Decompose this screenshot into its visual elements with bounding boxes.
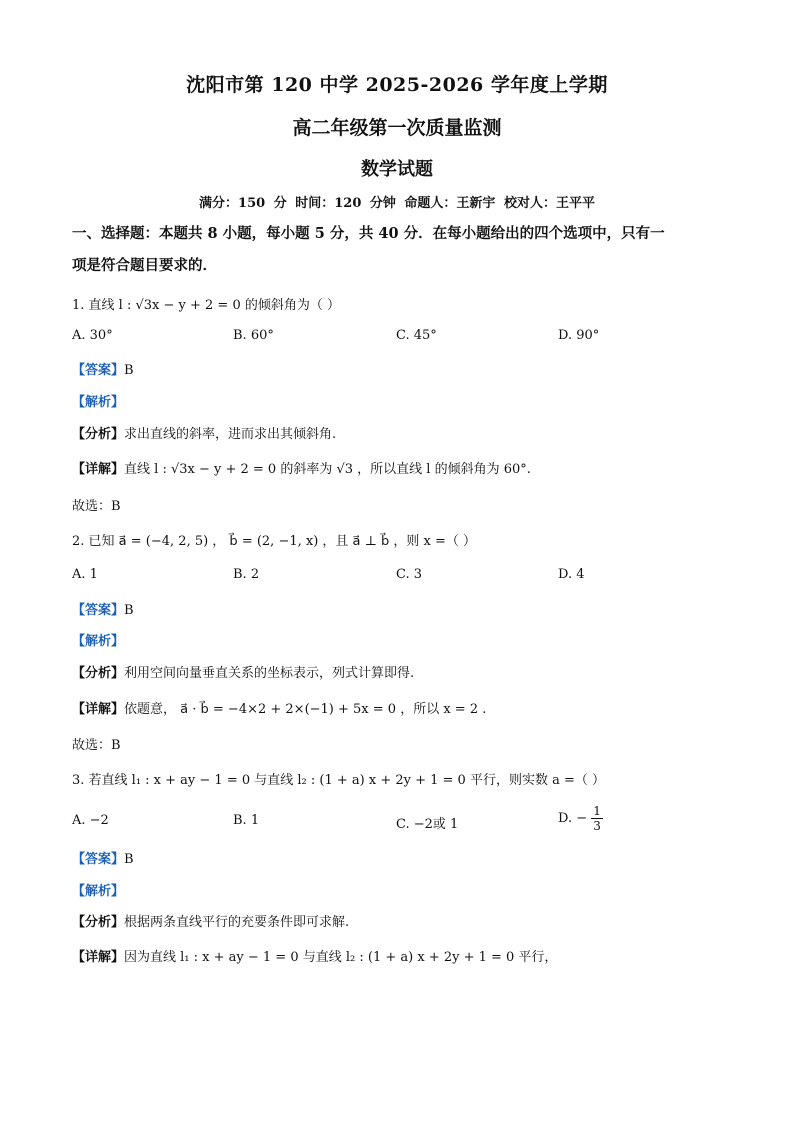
q2-option-d: D. 4 <box>558 567 585 582</box>
answer-tag: 【答案】 <box>72 852 125 867</box>
q1-answer-value: B <box>124 363 134 378</box>
q2-answer <box>72 599 732 618</box>
q1-fenxi-text: 求出直线的斜率，进而求出其倾斜角. <box>124 427 337 442</box>
fraction-denominator: 3 <box>593 819 601 833</box>
q1-option-b: B. 60° <box>233 328 274 343</box>
xiangjie-tag: 【详解】 <box>72 702 125 717</box>
exam-title-grade: 高二年级第一次质量监测 <box>292 117 502 139</box>
q2-stem: 2. 已知 a⃗ = (−4, 2, 5) ， b⃗ = (2, −1, x) ，且 a⃗ ⊥ b⃗ ，则 x =（ ） <box>72 534 477 549</box>
fenxi-tag: 【分析】 <box>72 666 125 681</box>
q3-option-b: B. 1 <box>233 813 260 828</box>
exam-title-school: 沈阳市第 120 中学 2025-2026 学年度上学期 <box>186 74 608 96</box>
q2-option-b: B. 2 <box>233 567 260 582</box>
q3-stem: 3. 若直线 l₁ : x + ay − 1 = 0 与直线 l₂ : (1 + a) x + 2y + 1 = 0 平行，则实数 a =（ ） <box>72 773 605 788</box>
analysis-tag: 【解析】 <box>72 634 125 649</box>
q2-option-a: A. 1 <box>72 567 98 582</box>
q1-xiangjie <box>72 458 732 477</box>
q2-xiangjie <box>72 698 732 717</box>
q3-option-a: A. −2 <box>72 813 109 828</box>
q1-choose-value: B <box>111 499 121 514</box>
analysis-tag: 【解析】 <box>72 884 125 899</box>
fenxi-tag: 【分析】 <box>72 427 125 442</box>
q3-option-d-label: D. − <box>558 811 588 826</box>
q3-analysis-tag <box>72 880 732 899</box>
q3-answer-value: B <box>124 852 134 867</box>
q3-fenxi <box>72 911 732 930</box>
q3-xiangjie-text: 因为直线 l₁ : x + ay − 1 = 0 与直线 l₂ : (1 + a) x + 2y + 1 = 0 平行， <box>124 950 558 965</box>
q2-answer-value: B <box>124 603 134 618</box>
q2-xiangjie-text: 依题意， a⃗ · b⃗ = −4×2 + 2×(−1) + 5x = 0 ，所以 x = 2 . <box>124 702 487 717</box>
q1-option-a: A. 30° <box>72 328 113 343</box>
q1-option-c: C. 45° <box>396 328 437 343</box>
q3-xiangjie <box>72 946 732 965</box>
answer-tag: 【答案】 <box>72 363 125 378</box>
section-instructions-line2: 项是符合题目要求的． <box>72 257 217 274</box>
fenxi-tag: 【分析】 <box>72 915 125 930</box>
q3-fenxi-text: 根据两条直线平行的充要条件即可求解. <box>124 915 350 930</box>
q2-analysis-tag <box>72 630 732 649</box>
q2-choose <box>72 734 732 753</box>
q2-choose-value: B <box>111 738 121 753</box>
answer-tag: 【答案】 <box>72 603 125 618</box>
fraction-numerator: 1 <box>593 804 601 818</box>
q1-analysis-tag <box>72 391 732 410</box>
analysis-tag: 【解析】 <box>72 395 125 410</box>
q1-stem: 1. 直线 l : √3x − y + 2 = 0 的倾斜角为（ ） <box>72 298 340 313</box>
section-instructions-line1: 一、选择题：本题共 8 小题，每小题 5 分，共 40 分．在每小题给出的四个选项中，只有一 <box>72 225 665 242</box>
q2-fenxi-text: 利用空间向量垂直关系的坐标表示，列式计算即得. <box>124 666 415 681</box>
q1-fenxi <box>72 423 732 442</box>
q2-fenxi <box>72 662 732 681</box>
q1-answer <box>72 359 732 378</box>
q3-answer <box>72 848 732 867</box>
exam-title-subject: 数学试题 <box>361 159 433 180</box>
choose-label: 故选： <box>72 738 112 753</box>
q2-option-c: C. 3 <box>396 567 423 582</box>
q1-choose <box>72 495 732 514</box>
exam-meta: 满分：150 分 时间：120 分钟 命题人：王新宇 校对人：王平平 <box>199 196 595 211</box>
q1-option-d: D. 90° <box>558 328 600 343</box>
q1-xiangjie-text: 直线 l : √3x − y + 2 = 0 的斜率为 √3 ，所以直线 l 的倾斜角为 60°. <box>124 462 531 477</box>
q3-option-d-fraction <box>591 804 603 833</box>
q3-option-d <box>558 804 603 833</box>
xiangjie-tag: 【详解】 <box>72 462 125 477</box>
xiangjie-tag: 【详解】 <box>72 950 125 965</box>
choose-label: 故选： <box>72 499 112 514</box>
q3-option-c: C. −2或 1 <box>396 817 459 832</box>
